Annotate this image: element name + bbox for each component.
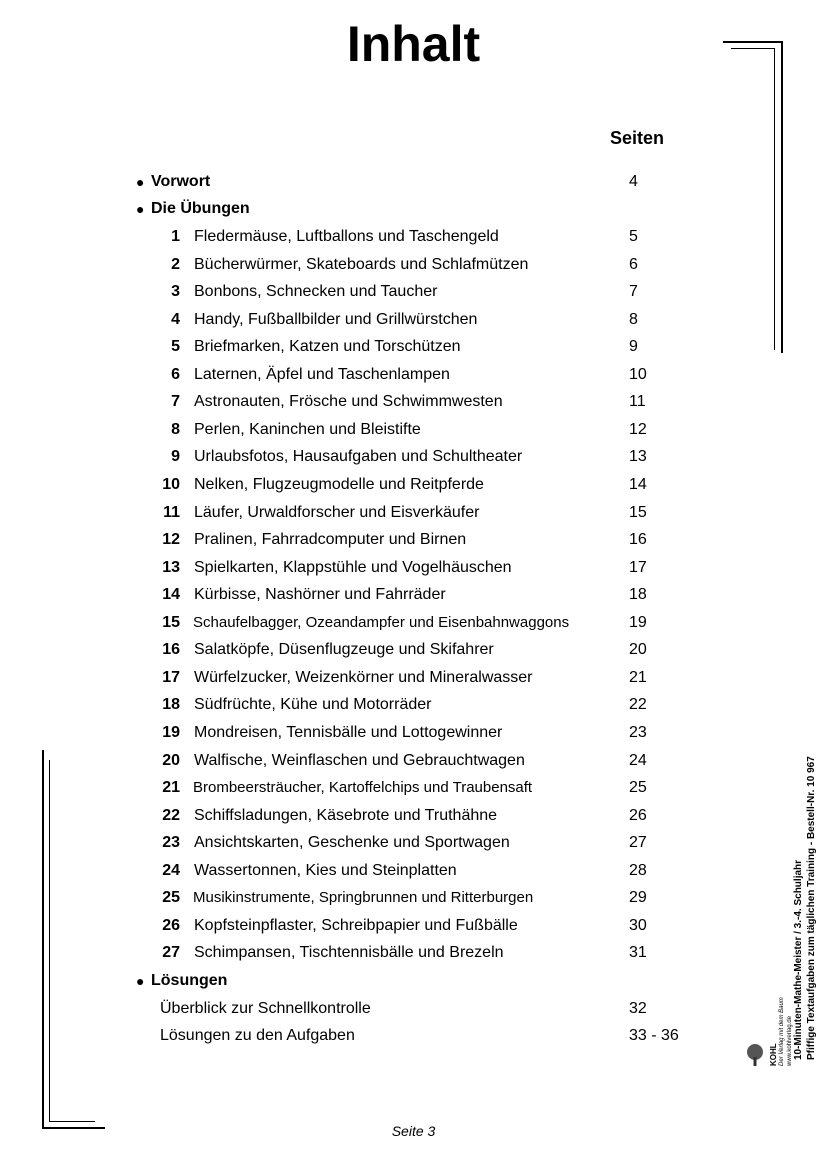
exercise-number: 23 [162, 834, 180, 852]
exercise-title: Nelken, Flugzeugmodelle und Reitpferde [194, 476, 484, 493]
entry-title: Überblick zur Schnellkontrolle [160, 1000, 371, 1017]
page-number: 27 [629, 834, 647, 852]
exercise-number: 11 [163, 503, 180, 521]
page-number: 11 [629, 393, 646, 411]
exercise-number: 3 [171, 283, 180, 301]
exercise-number: 26 [162, 916, 180, 934]
exercise-number: 6 [171, 365, 180, 383]
exercise-number: 12 [162, 531, 180, 548]
page-number: 19 [629, 613, 647, 631]
exercise-title: Handy, Fußballbilder und Grillwürstchen [194, 310, 478, 328]
exercise-number: 27 [162, 944, 180, 962]
exercise-number: 24 [162, 861, 180, 879]
page-number: 23 [629, 723, 647, 741]
exercise-number: 14 [162, 586, 180, 604]
exercise-number: 4 [171, 310, 180, 328]
page-number: 24 [629, 751, 647, 769]
exercise-number: 25 [162, 889, 180, 907]
exercise-title: Läufer, Urwaldforscher und Eisverkäufer [194, 503, 480, 521]
exercise-title: Ansichtskarten, Geschenke und Sportwagen [194, 834, 510, 852]
section-label: Lösungen [151, 972, 228, 989]
page-number: 18 [629, 586, 647, 604]
exercise-number: 17 [162, 668, 180, 686]
corner-line-right-vertical-1 [781, 41, 783, 353]
page-number: 8 [629, 310, 638, 328]
exercise-number: 21 [162, 779, 180, 796]
exercise-number: 2 [171, 255, 180, 273]
publisher-text [770, 997, 794, 1066]
page-number: 31 [629, 944, 647, 962]
side-imprint-line-2: Pfiffige Textaufgaben zum täglichen Training - Bestell-Nr. 10 967 [806, 756, 817, 1060]
exercise-title: Würfelzucker, Weizenkörner und Mineralwasser [194, 668, 533, 686]
exercise-number: 9 [171, 448, 180, 466]
page-number: 26 [629, 806, 647, 824]
exercise-title: Fledermäuse, Luftballons und Taschengeld [194, 228, 499, 245]
page-number: 12 [629, 420, 647, 438]
page-number: 25 [629, 779, 647, 796]
exercise-number: 7 [171, 393, 180, 411]
page-number: 20 [629, 641, 647, 659]
exercise-title: Astronauten, Frösche und Schwimmwesten [194, 393, 503, 411]
page-number: 29 [629, 889, 647, 907]
exercise-title: Brombeersträucher, Kartoffelchips und Traubensaft [193, 779, 533, 796]
exercise-title: Pralinen, Fahrradcomputer und Birnen [194, 531, 467, 548]
publisher-tagline: Der Verlag mit dem Baum [779, 997, 785, 1066]
exercise-title: Schaufelbagger, Ozeandampfer und Eisenbahnwaggons [193, 613, 570, 631]
exercise-title: Schimpansen, Tischtennisbälle und Brezeln [194, 944, 504, 962]
page-footer: Seite 3 [391, 1123, 436, 1139]
side-imprint [792, 756, 818, 1060]
side-imprint-line-1: 10-Minuten-Mathe-Meister / 3.-4. Schuljahr [793, 859, 804, 1060]
exercise-title: Urlaubsfotos, Hausaufgaben und Schultheater [194, 448, 523, 466]
page-number: 6 [629, 255, 638, 273]
exercise-number: 16 [162, 641, 180, 659]
exercise-title: Salatköpfe, Düsenflugzeuge und Skifahrer [194, 641, 494, 659]
exercise-title: Bücherwürmer, Skateboards und Schlafmützen [194, 255, 529, 273]
pages-column-header: Seiten [610, 128, 665, 148]
page-number: 7 [629, 283, 638, 301]
exercise-title: Musikinstrumente, Springbrunnen und Ritterburgen [193, 889, 534, 907]
exercise-number: 8 [171, 420, 180, 438]
exercise-number: 18 [162, 696, 180, 714]
page-number: 22 [629, 696, 647, 714]
section-label: Vorwort [151, 173, 211, 190]
entry-title: Lösungen zu den Aufgaben [160, 1027, 355, 1044]
exercise-title: Kürbisse, Nashörner und Fahrräder [194, 586, 446, 604]
exercise-number: 5 [171, 338, 180, 356]
page-number: 21 [629, 668, 647, 686]
publisher-url: www.kohlverlag.de [787, 1015, 793, 1066]
bullet-icon: ● [136, 201, 145, 217]
page-number: 13 [629, 448, 647, 466]
exercise-title: Bonbons, Schnecken und Taucher [194, 283, 438, 301]
exercise-title: Perlen, Kaninchen und Bleistifte [194, 420, 421, 438]
page-number: 30 [629, 916, 647, 934]
page-number: 4 [629, 173, 638, 190]
page-number: 32 [629, 1000, 647, 1017]
page-number: 10 [629, 365, 647, 383]
bullet-icon: ● [136, 174, 145, 190]
section-label: Die Übungen [151, 200, 250, 217]
page-number: 5 [629, 228, 638, 245]
tree-icon [744, 1043, 766, 1067]
exercise-title: Spielkarten, Klappstühle und Vogelhäuschen [194, 558, 512, 576]
exercise-title: Schiffsladungen, Käsebrote und Truthähne [194, 806, 498, 824]
corner-line-right-vertical-2 [774, 48, 775, 350]
page-number: 9 [629, 338, 638, 356]
exercise-title: Walfische, Weinflaschen und Gebrauchtwagen [194, 751, 525, 769]
corner-line-left-vertical-2 [49, 760, 50, 1122]
publisher-name: KOHL [769, 1043, 778, 1066]
exercise-title: Laternen, Äpfel und Taschenlampen [194, 365, 450, 383]
page-number: 16 [629, 531, 647, 548]
exercise-number: 19 [162, 723, 180, 741]
corner-line-bottom-horizontal-2 [49, 1121, 95, 1122]
page-number: 17 [629, 558, 647, 576]
corner-line-left-vertical-1 [42, 750, 44, 1129]
page-number: 14 [629, 476, 647, 493]
bullet-icon: ● [136, 973, 145, 989]
exercise-number: 1 [171, 228, 180, 245]
exercise-title: Kopfsteinpflaster, Schreibpapier und Fußbälle [194, 916, 518, 934]
exercise-number: 20 [162, 751, 180, 769]
page-number: 28 [629, 861, 647, 879]
exercise-number: 22 [162, 806, 180, 824]
exercise-title: Südfrüchte, Kühe und Motorräder [194, 696, 432, 714]
page-number: 33 - 36 [629, 1027, 679, 1044]
exercise-title: Wassertonnen, Kies und Steinplatten [194, 861, 457, 879]
exercise-title: Briefmarken, Katzen und Torschützen [194, 338, 461, 356]
exercise-number: 15 [162, 613, 180, 631]
page-number: 15 [629, 503, 647, 521]
exercise-title: Mondreisen, Tennisbälle und Lottogewinner [194, 723, 503, 741]
page-title: Inhalt [346, 16, 481, 72]
exercise-number: 10 [162, 476, 180, 493]
exercise-number: 13 [162, 558, 180, 576]
